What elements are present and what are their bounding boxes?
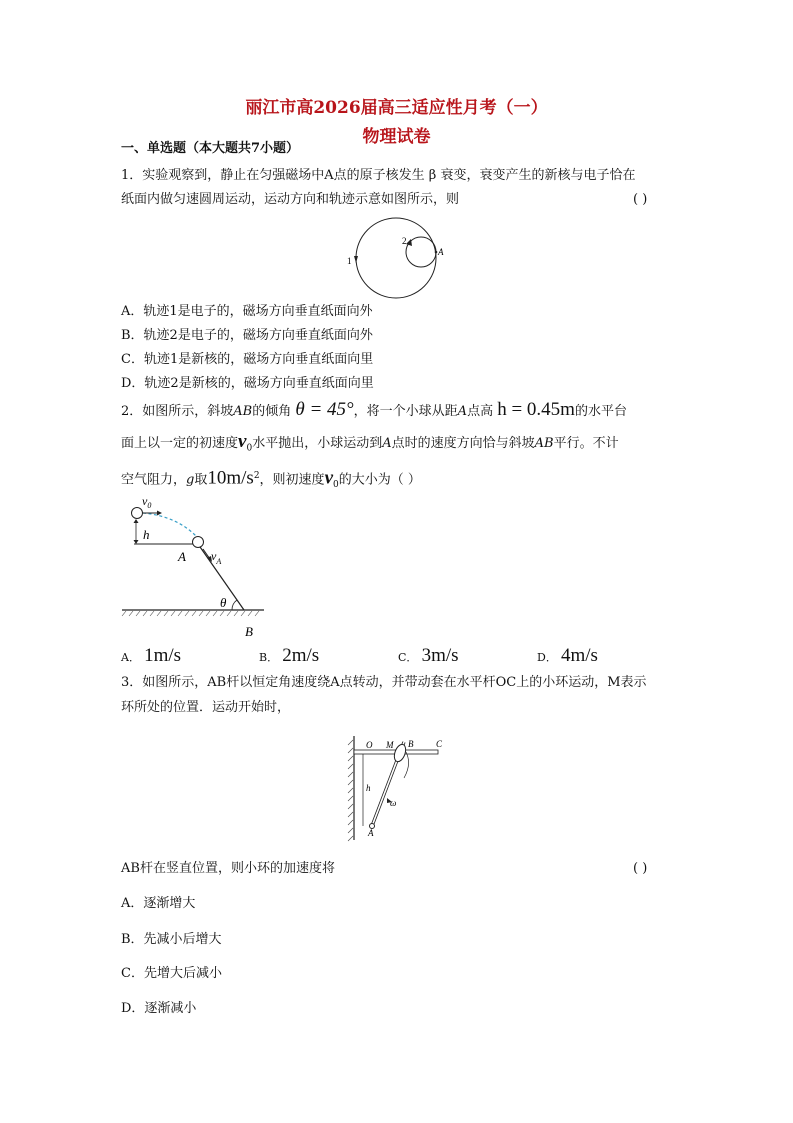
projectile-path [143,513,196,536]
q3-stem-line1: 3．如图所示，AB杆以恒定角速度绕A点转动，并带动套在水平杆OC上的小环运动，M表示 [121,675,647,690]
point-a-dot [435,251,438,254]
q1-label-1: 1 [347,256,352,266]
q3-option-a: A．逐渐增大 [121,896,196,911]
q2-stem-line3: 空气阻力，g取$10m/s^2$，则初速度$v_0$的大小为（ ） [121,467,421,490]
q2-option-a: A． 1m/s [121,645,182,666]
q1-answer-bracket: ( ) [633,192,648,207]
fig-b: B [408,739,414,749]
fig-a: A [178,549,186,564]
q2-stem-line2: 面上以一定的初速度$v_0$水平抛出，小球运动到A点时的速度方向恰与斜坡AB平行。不计 [121,431,619,454]
q3-option-d: D．逐渐减小 [121,1001,197,1016]
q3-answer-bracket: ( ) [633,861,648,876]
q1-trajectory-figure [340,216,450,302]
fig-b: B [245,624,253,639]
fig-omega: ω [390,798,397,808]
fig-h: h [366,783,371,793]
q1-option-a: A．轨迹1是电子的，磁场方向垂直纸面向外 [121,304,373,319]
fig-v0: $v_0$ [142,494,152,510]
fig-a: A [368,828,374,838]
q1-option-d: D．轨迹2是新核的，磁场方向垂直纸面向里 [121,376,374,391]
ring-m [392,743,408,763]
height-equation: h = 0.45m [497,399,575,420]
q3-stem-line3: AB杆在竖直位置，则小环的加速度将 [121,861,335,876]
q2-stem-line1: 2．如图所示，斜坡AB的倾角 θ = 45°，将一个小球从距A点高 h = 0.45m的水平台 [121,399,627,420]
trajectory-1-circle [356,218,436,298]
fig-va: $v_A$ [211,549,222,566]
fig-o: O [366,740,373,750]
ball-at-a [193,537,204,548]
trajectory-2-arrow-icon [406,239,412,246]
v0-arrow-icon [157,511,162,516]
q2-option-d: D． 4m/s [537,645,598,666]
q3-option-b: B．先减小后增大 [121,932,222,947]
page-title: 丽江市高2026届高三适应性月考（一） [245,98,548,118]
q3-rotating-rod-figure [344,732,450,844]
q1-stem-line1: 1．实验观察到，静止在匀强磁场中A点的原子核发生 β 衰变，衰变产生的新核与电子恰在 [121,168,636,183]
q1-option-b: B．轨迹2是电子的，磁场方向垂直纸面向外 [121,328,373,343]
q1-label-a: A [438,247,444,257]
gravity-value: 10m/s [207,467,254,489]
fig-m: M [386,740,394,750]
theta-equation: θ = 45° [295,399,354,420]
q2-option-c: C． 3m/s [398,645,459,666]
q3-stem-line2: 环所处的位置．运动开始时， [121,700,291,715]
ball-start [132,508,143,519]
fig-theta: θ [220,595,227,610]
page-subtitle: 物理试卷 [362,127,431,147]
q2-slope-figure [118,494,278,642]
trajectory-1-arrow-icon [354,256,358,263]
q1-label-2: 2 [402,236,407,246]
fig-c: C [436,739,443,749]
section-heading: 一、单选题（本大题共7小题） [121,141,300,156]
q3-option-c: C．先增大后减小 [121,966,222,981]
q1-option-c: C．轨迹1是新核的，磁场方向垂直纸面向里 [121,352,374,367]
q1-stem-line2: 纸面内做匀速圆周运动，运动方向和轨迹示意如图所示，则 [121,192,460,207]
fig-h: h [143,527,150,542]
q2-option-b: B． 2m/s [259,645,320,666]
